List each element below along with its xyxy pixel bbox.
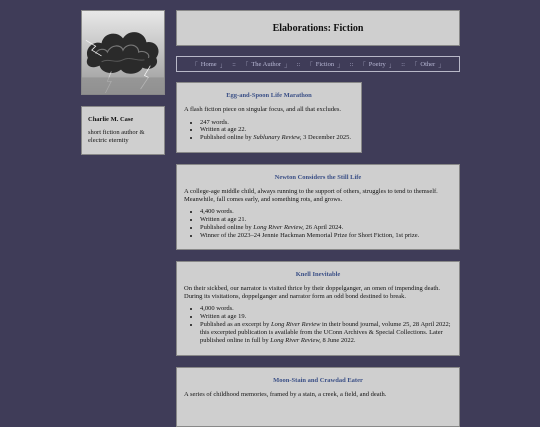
nav-item-the-author[interactable]: The Author [251, 60, 282, 68]
story-written-age: • Written at age 22. [200, 126, 354, 134]
nav-open-bracket: 「 [191, 61, 198, 69]
nav-close-bracket: 」 [284, 61, 291, 69]
publication-prefix: Published online by [200, 223, 254, 231]
story-card [176, 367, 460, 427]
publication-prefix: Later published online in full by [200, 328, 443, 344]
page-title: Elaborations: Fiction [272, 22, 364, 34]
nav-open-bracket: 「 [241, 61, 249, 69]
nav-open-bracket: 「 [359, 61, 366, 69]
story-card [176, 261, 460, 356]
nav-item-other[interactable]: Other [420, 60, 436, 68]
story-written-age: • Written at age 21. [200, 216, 452, 224]
nav-item-home[interactable]: Home [200, 60, 217, 68]
story-title-link[interactable]: Egg-and-Spoon Life Marathon [226, 92, 312, 99]
storm-cloud-icon [82, 11, 164, 94]
publication-date: 26 April 2024. [303, 223, 344, 231]
publication-prefix: Published as an excerpt by [200, 320, 271, 328]
story-written-age: • Written at age 19. [200, 313, 452, 321]
author-name: Charlie M. Case [88, 116, 134, 123]
story-publication [200, 321, 452, 344]
publication-venue-link[interactable]: Long River Review [270, 320, 321, 328]
nav-separator: :: [349, 60, 354, 68]
publication-details: in their bound journal, volume 25, 28 April 2022; this excerpted publication is available from the UConn Archives & Special Collections. [200, 320, 451, 336]
nav-open-bracket: 「 [410, 61, 418, 69]
story-summary: On their sickbed, our narrator is visited thrice by their doppelganger, an omen of impending death. During its visitations, doppelganger and narrator form an odd bond destined to break. [184, 284, 441, 300]
story-card [176, 82, 362, 153]
story-award: • Winner of the 2023–24 Jennie Hackman Memorial Prize for Short Fiction, 1st prize. [200, 232, 452, 240]
page-title-box [176, 10, 460, 46]
story-title-link[interactable]: Newton Considers the Still Life [274, 174, 362, 181]
story-summary: A flash fiction piece on singular focus, and all that excludes. [184, 105, 342, 113]
publication-venue-link[interactable]: Long River Review, [270, 336, 321, 344]
story-title-link[interactable]: Moon-Stain and Crawdad Eater [273, 377, 363, 384]
publication-venue-link[interactable]: Long River Review, [253, 223, 304, 231]
story-publication [200, 134, 354, 142]
site-logo[interactable] [81, 10, 165, 95]
story-publication [200, 224, 452, 232]
nav-close-bracket: 」 [388, 61, 396, 69]
story-details [184, 305, 452, 344]
main-nav [176, 56, 460, 72]
story-summary: A college-age middle child, always running to the support of others, struggles to tend to themself. Meanwhile, fall comes early, and something rots, and grows. [184, 187, 438, 203]
publication-prefix: Published online by [200, 134, 254, 142]
story-title-link[interactable]: Knell Inevitable [295, 271, 341, 278]
nav-separator: :: [401, 60, 405, 68]
nav-separator: :: [232, 60, 236, 68]
publication-venue-link[interactable]: Sublunary Review, [253, 134, 302, 142]
author-description: short fiction author & electric eternity [88, 129, 145, 144]
story-word-count: • 247 words. [200, 119, 354, 127]
story-word-count: • 4,000 words. [200, 305, 452, 313]
nav-close-bracket: 」 [438, 61, 445, 69]
nav-close-bracket: 」 [219, 61, 227, 69]
story-details [184, 119, 354, 142]
publication-date: 3 December 2025. [301, 134, 351, 142]
story-word-count: • 4,400 words. [200, 208, 452, 216]
nav-item-fiction[interactable]: Fiction [315, 60, 335, 68]
nav-close-bracket: 」 [337, 61, 344, 69]
nav-separator: :: [296, 60, 301, 68]
story-details [184, 208, 452, 239]
publication-date: 8 June 2022. [320, 336, 356, 344]
nav-item-poetry[interactable]: Poetry [368, 60, 386, 68]
story-card [176, 164, 460, 250]
nav-open-bracket: 「 [306, 61, 313, 69]
author-card [81, 106, 165, 155]
story-summary: A series of childhood memories, framed by a stain, a creek, a field, and death. [184, 390, 387, 398]
